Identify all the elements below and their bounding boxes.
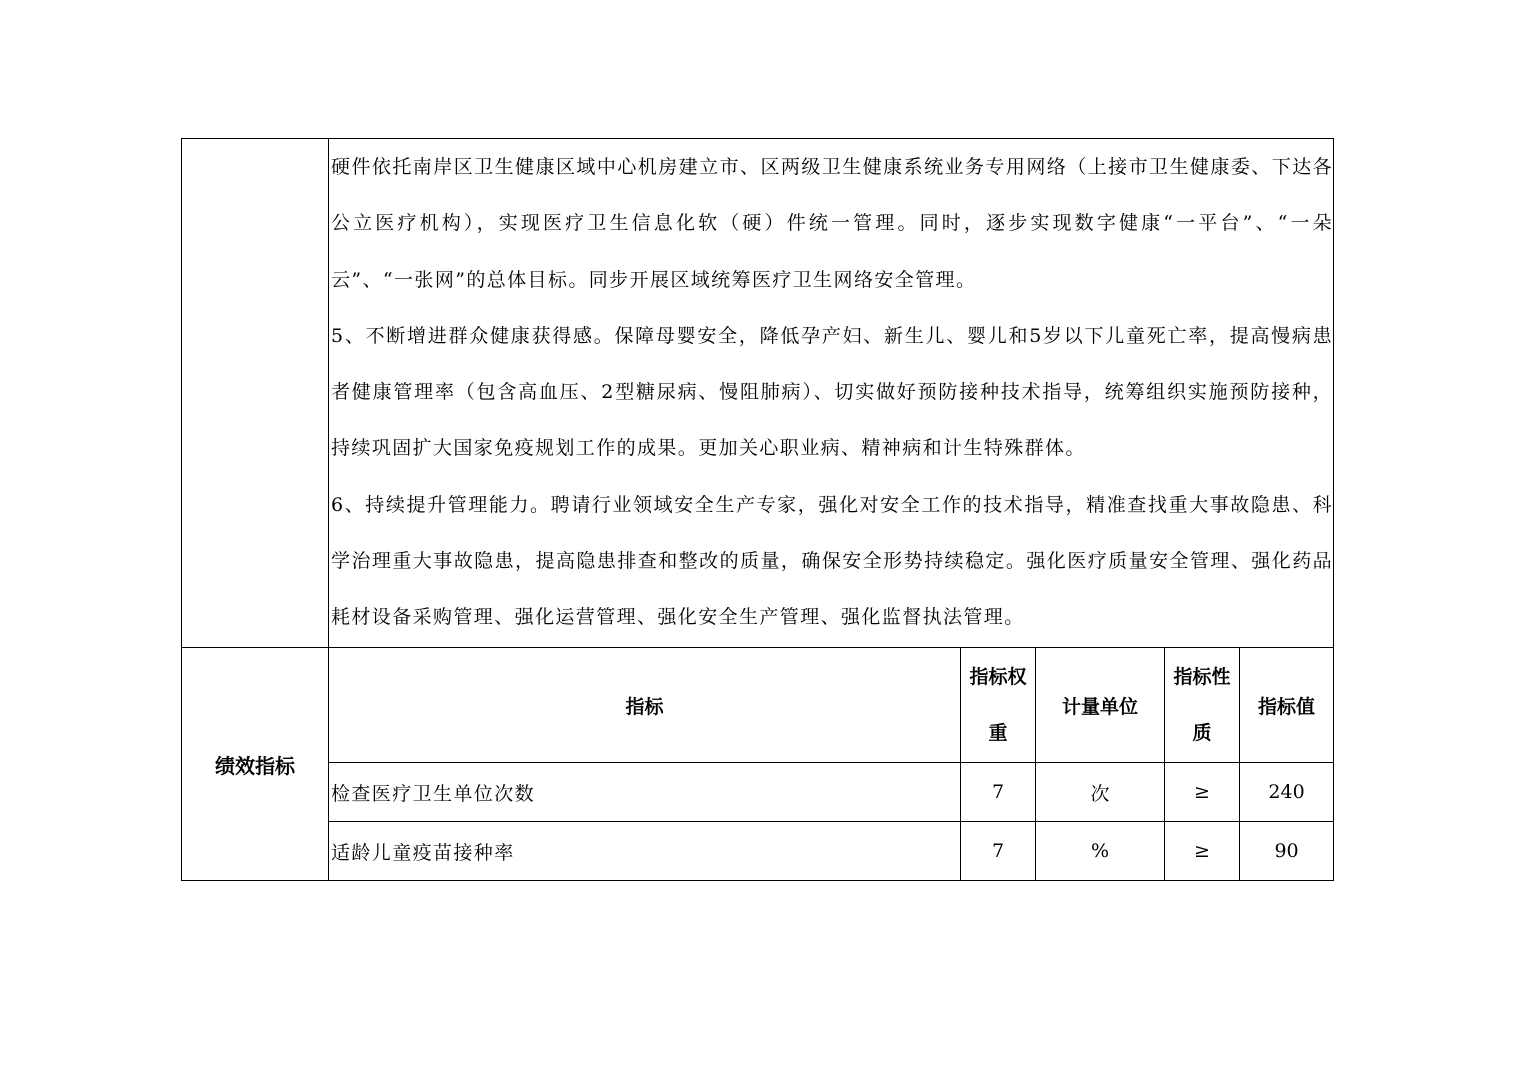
header-weight-line1: 指标权 bbox=[969, 666, 1027, 688]
header-unit: 计量单位 bbox=[1036, 648, 1165, 763]
header-nature-line1: 指标性 bbox=[1173, 666, 1231, 688]
header-nature bbox=[1165, 648, 1240, 763]
indicator-nature: ≥ bbox=[1165, 822, 1240, 881]
indicator-weight: 7 bbox=[961, 822, 1036, 881]
header-weight bbox=[961, 648, 1036, 763]
indicator-unit: % bbox=[1036, 822, 1165, 881]
table-row bbox=[182, 763, 1334, 822]
narrative-text bbox=[329, 139, 1333, 646]
indicator-name: 适龄儿童疫苗接种率 bbox=[329, 822, 961, 881]
project-table bbox=[181, 138, 1334, 881]
indicator-name: 检查医疗卫生单位次数 bbox=[329, 763, 961, 822]
indicator-nature: ≥ bbox=[1165, 763, 1240, 822]
indicator-unit: 次 bbox=[1036, 763, 1165, 822]
narrative-paragraph: 硬件依托南岸区卫生健康区域中心机房建立市、区两级卫生健康系统业务专用网络（上接市卫生健康委、下达各公立医疗机构），实现医疗卫生信息化软（硬）件统一管理。同时，逐步实现数字健康“一平台”、“一朵云”、“一张网”的总体目标。同步开展区域统筹医疗卫生网络安全管理。 bbox=[331, 156, 1334, 291]
section-label: 绩效指标 bbox=[182, 648, 329, 881]
narrative-paragraph: 6、持续提升管理能力。聘请行业领域安全生产专家，强化对安全工作的技术指导，精准查找重大事故隐患、科学治理重大事故隐患，提高隐患排查和整改的质量，确保安全形势持续稳定。强化医疗质量安全管理、强化药品耗材设备采购管理、强化运营管理、强化安全生产管理、强化监督执法管理。 bbox=[331, 493, 1334, 629]
indicator-value: 240 bbox=[1240, 763, 1334, 822]
table-row bbox=[182, 822, 1334, 881]
header-nature-line2: 质 bbox=[1192, 722, 1212, 744]
header-indicator: 指标 bbox=[329, 648, 961, 763]
narrative-cell bbox=[329, 139, 1334, 648]
indicator-value: 90 bbox=[1240, 822, 1334, 881]
narrative-paragraph: 5、不断增进群众健康获得感。保障母婴安全，降低孕产妇、新生儿、婴儿和5岁以下儿童死亡率，提高慢病患者健康管理率（包含高血压、2型糖尿病、慢阻肺病）、切实做好预防接种技术指导，统筹组织实施预防接种，持续巩固扩大国家免疫规划工作的成果。更加关心职业病、精神病和计生特殊群体。 bbox=[331, 324, 1334, 460]
header-weight-line2: 重 bbox=[988, 722, 1008, 744]
header-row bbox=[182, 648, 1334, 763]
narrative-row bbox=[182, 139, 1334, 648]
indicator-weight: 7 bbox=[961, 763, 1036, 822]
narrative-label-cell bbox=[182, 139, 329, 648]
header-value: 指标值 bbox=[1240, 648, 1334, 763]
